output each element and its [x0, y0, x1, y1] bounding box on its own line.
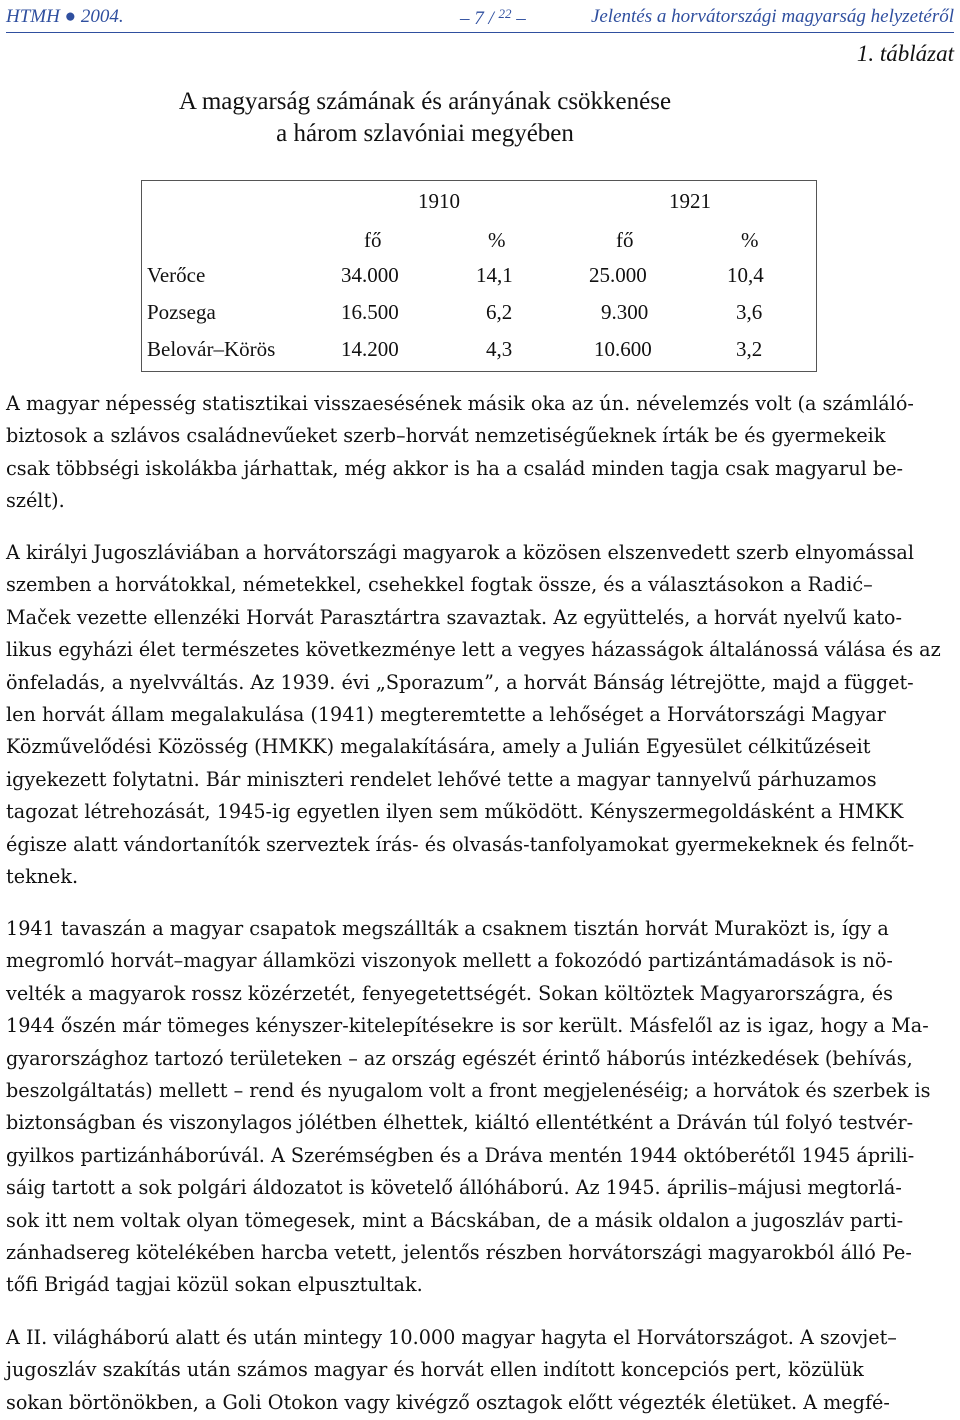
- statistics-table: [141, 180, 817, 372]
- paragraph-line: tagozat létrehozását, 1945-ig egyetlen ilyen sem működött. Kényszermegoldásként a HMKK: [6, 800, 904, 824]
- header-page-total: 22: [498, 6, 512, 21]
- paragraph-2: [6, 537, 954, 893]
- table-cell: 6,2: [486, 300, 513, 324]
- subheader-count-1921: fő: [616, 228, 634, 252]
- paragraph-line: Maček vezette ellenzéki Horvát Parasztártra szavaztak. Az együttelés, a horvát nyelvű kato-: [6, 605, 902, 629]
- subheader-percent-1910: %: [488, 228, 506, 252]
- paragraph-line: sáig tartott a sok polgári áldozatot is követelő állóháború. Az 1945. április–májusi megtorlá-: [6, 1176, 902, 1200]
- paragraph-line: len horvát állam megalakulása (1941) megteremtette a lehőséget a Horvátországi Magyar: [6, 703, 886, 727]
- row-name-pozsega: Pozsega: [147, 300, 216, 324]
- paragraph-line: sokan börtönökben, a Goli Otokon vagy kivégző osztagok előtt végezték életüket. A megfé-: [6, 1390, 890, 1414]
- paragraph-line: velték a magyarok rossz közérzetét, fenyegetettségét. Sokan költöztek Magyarországra, és: [6, 981, 894, 1005]
- table-cell: 9.300: [601, 300, 649, 324]
- table-cell: 4,3: [486, 337, 513, 361]
- paragraph-line: teknek.: [6, 865, 79, 889]
- paragraph-line: biztonságban és viszonylagos jólétben élhettek, kiáltó ellentétként a Dráván túl folyó testvér-: [6, 1111, 914, 1135]
- paragraph-line: megromló horvát–magyar államközi viszonyok mellett a fokozódó partizántámadások is nö-: [6, 949, 893, 973]
- row-name-belovar-koros: Belovár–Körös: [147, 337, 276, 361]
- paragraph-line: igyekezett folytatni. Bár miniszteri rendelet lehővé tette a magyar tannyelvű párhuzamos: [6, 767, 877, 791]
- table-cell: 3,6: [736, 300, 763, 324]
- paragraph-line: A II. világháború alatt és után mintegy 10.000 magyar hagyta el Horvátországot. A szovjet–: [6, 1326, 897, 1349]
- header-page-number: [460, 6, 526, 30]
- paragraph-line: beszolgáltatás) mellett – rend és nyugalom volt a front megjelenéséig; a horvátok és szerbek is: [6, 1079, 931, 1103]
- table-title: [0, 86, 850, 150]
- subheader-percent-1921: %: [741, 228, 759, 252]
- paragraph-line: gyilkos partizánháborúvál. A Szerémségben és a Dráva mentén 1944 októberétől 1945 áprili-: [6, 1143, 915, 1167]
- page-header: [6, 6, 954, 33]
- header-document-title: Jelentés a horvátországi magyarság helyzetéről: [590, 6, 954, 27]
- year-header-1910: 1910: [418, 189, 460, 213]
- paragraph-line: tőfi Brigád tagjai közül sokan elpusztultak.: [6, 1273, 423, 1297]
- year-header-1921: 1921: [669, 189, 711, 213]
- table-cell: 34.000: [341, 263, 399, 287]
- header-page-end: –: [511, 8, 526, 29]
- paragraph-1: [6, 388, 954, 518]
- paragraph-line: jugoszláv szakítás után számos magyar és horvát ellen indított koncepciós pert, közülük: [6, 1358, 864, 1382]
- paragraph-4: [6, 1322, 954, 1419]
- paragraph-line: égisze alatt vándortanítók szerveztek írás- és olvasás-tanfolyamokat gyermekeknek és felnőt-: [6, 832, 915, 856]
- table-cell: 16.500: [341, 300, 399, 324]
- table-cell: 3,2: [736, 337, 763, 361]
- table-label: 1. táblázat: [856, 41, 954, 66]
- row-name-veroce: Verőce: [147, 263, 206, 287]
- table-cell: 10.600: [594, 337, 652, 361]
- table-cell: 25.000: [589, 263, 647, 287]
- paragraph-line: sok itt nem voltak olyan tömegesek, mint a Bácskában, de a másik oldalon a jugoszláv parti-: [6, 1208, 904, 1232]
- paragraph-line: biztosok a szlávos családnevűeket szerb–horvát nemzetiségűeknek írták be és gyermekeik: [6, 424, 886, 448]
- paragraph-3: [6, 913, 954, 1302]
- paragraph-line: gyarországhoz tartozó területeken – az ország egészét érintő háborús intézkedések (behívás,: [6, 1046, 913, 1070]
- table-cell: 10,4: [727, 263, 764, 287]
- paragraph-line: A magyar népesség statisztikai visszaesésének másik oka az ún. névelemzés volt (a számláló-: [6, 392, 914, 415]
- table-cell: 14,1: [476, 263, 513, 287]
- paragraph-line: 1941 tavaszán a magyar csapatok megszállták a csaknem tisztán horvát Muraközt is, így a: [6, 917, 889, 940]
- header-page-current: – 7 /: [460, 8, 499, 29]
- paragraph-line: önfeladás, a nyelvváltás. Az 1939. évi „Sporazum”, a horvát Bánság létrejötte, majd a függet-: [6, 670, 914, 694]
- paragraph-line: A királyi Jugoszláviában a horvátországi magyarok a közösen elszenvedett szerb elnyomással: [6, 541, 915, 564]
- paragraph-line: szélt).: [6, 489, 65, 513]
- subheader-count-1910: fő: [364, 228, 382, 252]
- paragraph-line: szemben a horvátokkal, németekkel, csehekkel fogtak össze, és a választásokon a Radić–: [6, 573, 873, 597]
- table-title-line-1: A magyarság számának és arányának csökkenése: [178, 88, 672, 115]
- table-title-line-2: a három szlavóniai megyében: [276, 120, 574, 147]
- table-cell: 14.200: [341, 337, 399, 361]
- header-journal: HTMH ● 2004.: [6, 6, 124, 27]
- paragraph-line: 1944 őszén már tömeges kényszer-kitelepítésekre is sor került. Másfelől az is igaz, hogy a Ma-: [6, 1014, 929, 1038]
- paragraph-line: csak többségi iskolákba járhattak, még akkor is ha a család minden tagja csak magyarul be-: [6, 456, 904, 480]
- paragraph-line: Közművelődési Közösség (HMKK) megalakítására, amely a Julián Egyesület célkitűzéseit: [6, 735, 871, 759]
- paragraph-line: likus egyházi élet természetes következménye lett a vegyes házasságok általánossá válása és az: [6, 638, 941, 662]
- paragraph-line: zánhadsereg kötelékében harcba vetett, jelentős részben horvátországi magyarokból álló Pe-: [6, 1241, 912, 1265]
